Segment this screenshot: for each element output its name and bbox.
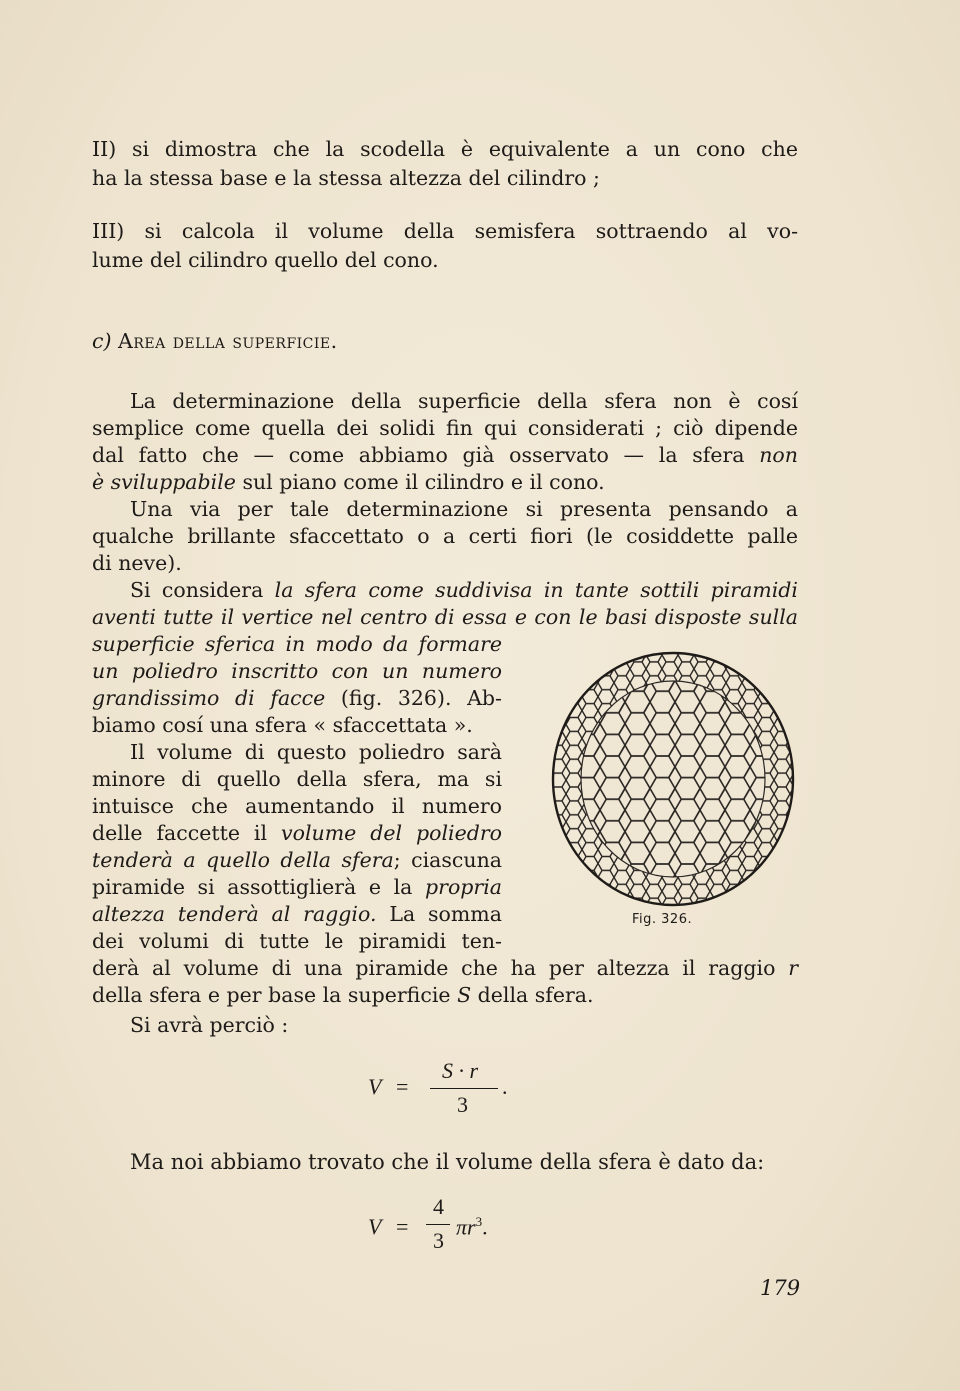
text-line: II) si dimostra che la scodella è equivalente a un cono che (92, 137, 798, 161)
text-line: Ma noi abbiamo trovato che il volume della sfera è dato da: (130, 1150, 765, 1174)
text-line: è sviluppabile sul piano come il cilindro e il cono. (92, 470, 605, 494)
text-line: derà al volume di una piramide che ha per altezza il raggio r (92, 956, 798, 980)
text-line: Si considera la sfera come suddivisa in tante sottili piramidi (130, 578, 798, 602)
text-line: altezza tenderà al raggio. La somma (92, 902, 502, 926)
text-line: La determinazione della superficie della sfera non è cosí (130, 389, 798, 413)
page-number: 179 (760, 1276, 801, 1300)
text-line: qualche brillante sfaccettato o a certi fiori (le cosiddette palle (92, 524, 798, 548)
book-page: II) si dimostra che la scodella è equivalente a un cono che ha la stessa base e la stessa altezza del cilindro ; III) si calcola il volume della semisfera sottraendo al vo- lume del cilindro quello del cono. c) Area della superficie. La determinazione della superficie della sfera non è cosí semplice come quella dei solidi fin qui considerati ; ciò dipende dal fatto che — come abbiamo già osservato — la sfera non è sviluppabile sul piano come il cilindro e il cono. Una via per tale determinazione si presenta pensando a qualche brillante sfaccettato o a certi fiori (le cosiddette palle di neve). Si considera la sfera come suddivisa in tante sottili piramidi aventi tutte il vertice nel centro di essa e con le basi disposte sulla superficie sferica in modo da formare un poliedro inscritto con un numero grandissimo di facce (fig. 326). Ab- biamo cosí una sfera « sfaccettata ». Il volume di questo poliedro sarà minore di quello della sfera, ma si intuisce che aumentando il numero delle faccette il volume del poliedro tenderà a quello della sfera; ciascuna piramide si assottiglierà e la propria altezza tenderà al raggio. La somma dei volumi di tutte le piramidi ten- derà al volume di una piramide che ha per altezza il raggio r della sfera e per base la superficie S della sfera. Si avrà perciò : V = S · r 3 . Ma noi abbiamo trovato che il volume della sfera è dato da: V = 4 3 $\pi r^3$. Fig. 326. 179 (0, 0, 960, 1391)
text-line: lume del cilindro quello del cono. (92, 248, 439, 272)
text-line: intuisce che aumentando il numero (92, 794, 502, 818)
text-line: Una via per tale determinazione si presenta pensando a (130, 497, 798, 521)
text-line: tenderà a quello della sfera; ciascuna (92, 848, 503, 872)
text-line: III) si calcola il volume della semisfera sottraendo al vo- (92, 219, 798, 243)
section-letter: c) (92, 329, 112, 353)
text-line: piramide si assottiglierà e la propria (92, 875, 502, 899)
text-line: minore di quello della sfera, ma si (92, 767, 502, 791)
text-line: dei volumi di tutte le piramidi ten- (92, 929, 502, 953)
fraction-bar (430, 1088, 498, 1089)
text-line: superficie sferica in modo da formare (92, 632, 502, 656)
figure-caption: Fig. 326. (632, 912, 693, 927)
text-line: un poliedro inscritto con un numero (92, 659, 502, 683)
text-line: Il volume di questo poliedro sarà (130, 740, 502, 764)
fraction-bar (426, 1224, 450, 1225)
text-line: aventi tutte il vertice nel centro di essa e con le basi disposte sulla (92, 605, 798, 629)
text-line: della sfera e per base la superficie S della sfera. (92, 983, 594, 1007)
text-line: ha la stessa base e la stessa altezza del cilindro ; (92, 166, 600, 190)
text-line: delle faccette il volume del poliedro (92, 821, 502, 845)
text-line: dal fatto che — come abbiamo già osservato — la sfera non (92, 443, 798, 467)
geodesic-sphere-icon (550, 648, 796, 910)
text-line: Si avrà perciò : (130, 1013, 289, 1037)
text-line: grandissimo di facce (fig. 326). Ab- (92, 686, 502, 710)
section-title: Area della superficie. (118, 329, 338, 353)
text-line: semplice come quella dei solidi fin qui considerati ; ciò dipende (92, 416, 798, 440)
text-line: di neve). (92, 551, 182, 575)
section-heading (92, 328, 798, 355)
text-line: biamo cosí una sfera « sfaccettata ». (92, 713, 473, 737)
